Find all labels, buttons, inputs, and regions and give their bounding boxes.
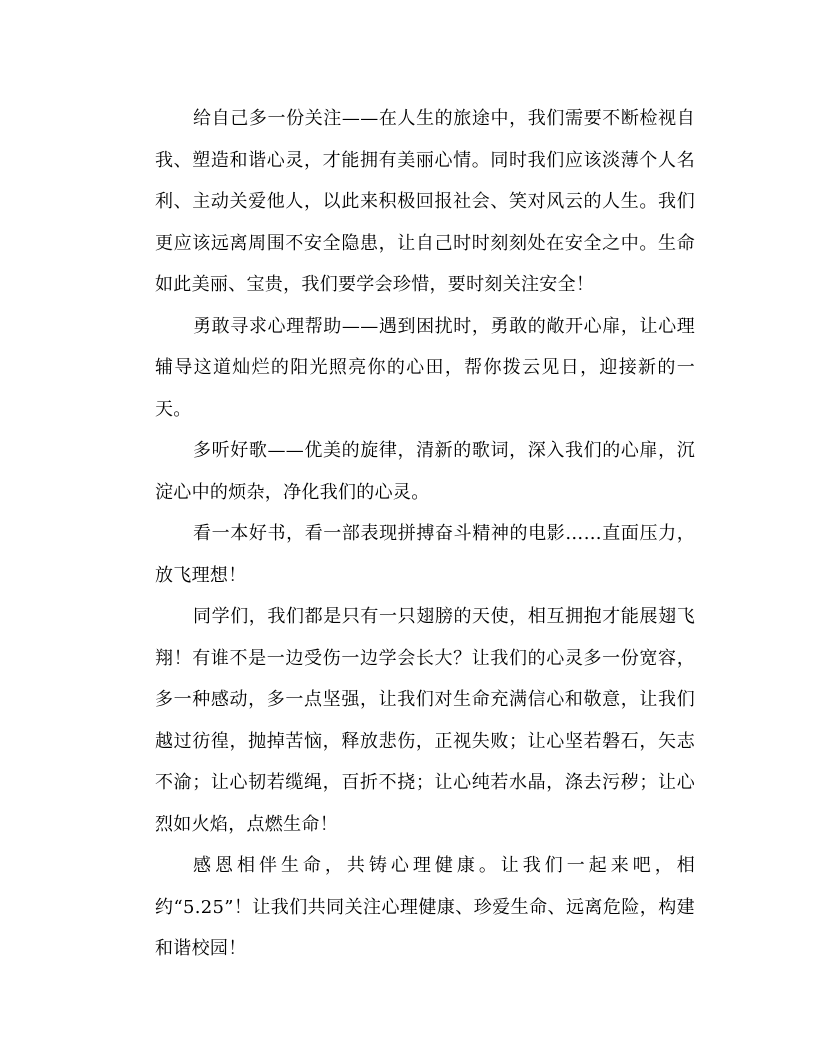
paragraph-2: 勇敢寻求心理帮助——遇到困扰时，勇敢的敞开心扉，让心理辅导这道灿烂的阳光照亮你的心田，帮你拨云见日，迎接新的一天。 <box>155 315 695 420</box>
document-body <box>155 98 695 970</box>
paragraph-4: 看一本好书，看一部表现拼搏奋斗精神的电影……直面压力，放飞理想！ <box>155 523 695 586</box>
paragraph-3: 多听好歌——优美的旋律，清新的歌词，深入我们的心扉，沉淀心中的烦杂，净化我们的心灵。 <box>155 440 695 503</box>
paragraph-1: 给自己多一份关注——在人生的旅途中，我们需要不断检视自我、塑造和谐心灵，才能拥有美丽心情。同时我们应该淡薄个人名利、主动关爱他人，以此来积极回报社会、笑对风云的人生。我们更应该远离周围不安全隐患，让自己时时刻刻处在安全之中。生命如此美丽、宝贵，我们要学会珍惜，要时刻关注安全！ <box>155 108 695 295</box>
paragraph-5: 同学们，我们都是只有一只翅膀的天使，相互拥抱才能展翅飞翔！有谁不是一边受伤一边学会长大？让我们的心灵多一份宽容，多一种感动，多一点坚强，让我们对生命充满信心和敬意，让我们越过彷徨，抛掉苦恼，释放悲伤，正视失败；让心坚若磐石，矢志不渝；让心韧若缆绳，百折不挠；让心纯若水晶，涤去污秽；让心烈如火焰，点燃生命！ <box>155 606 695 835</box>
paragraph-6: 感恩相伴生命，共铸心理健康。让我们一起来吧，相约“5.25”！让我们共同关注心理健康、珍爱生命、远离危险，构建和谐校园！ <box>155 855 695 959</box>
